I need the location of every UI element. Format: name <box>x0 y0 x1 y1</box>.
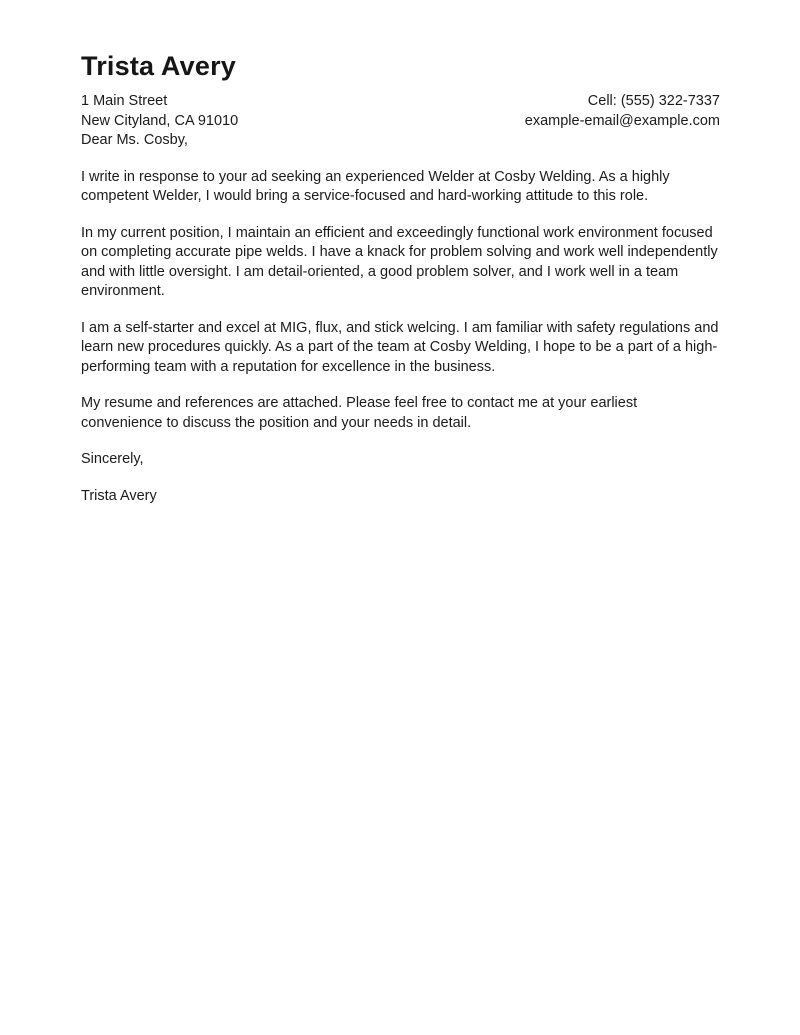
contact-block <box>525 92 720 131</box>
address-line-1: 1 Main Street <box>81 93 168 109</box>
address-line-2: New Cityland, CA 91010 <box>81 112 239 129</box>
closing: Sincerely, <box>81 451 144 467</box>
contact-email: example-email@example.com <box>524 112 720 129</box>
letter-body <box>81 131 720 506</box>
salutation: Dear Ms. Cosby, <box>81 132 188 148</box>
paragraph: I am a self-starter and excel at MIG, flux, and stick welcing. I am familiar with safety regulations and learn new procedures quickly. As a part of the team at Cosby Welding, I hope to be a part of a high-performing team with a reputation for excellence in the business. <box>81 319 719 375</box>
page-title: Trista Avery <box>81 51 236 81</box>
paragraph: In my current position, I maintain an efficient and exceedingly functional work environment focused on completing accurate pipe welds. I have a knack for problem solving and work well independently and with little oversight. I am detail-oriented, a good problem solver, and I work well in a team environment. <box>81 224 718 299</box>
paragraph: I write in response to your ad seeking an experienced Welder at Cosby Welding. As a highly competent Welder, I would bring a service-focused and hard-working attitude to this role. <box>81 168 670 204</box>
address-block <box>81 92 238 131</box>
signature: Trista Avery <box>81 487 157 504</box>
paragraph: My resume and references are attached. Please feel free to contact me at your earliest convenience to discuss the position and your needs in detail. <box>81 395 638 431</box>
contact-cell: Cell: (555) 322-7337 <box>587 93 720 109</box>
contact-header <box>81 92 720 131</box>
